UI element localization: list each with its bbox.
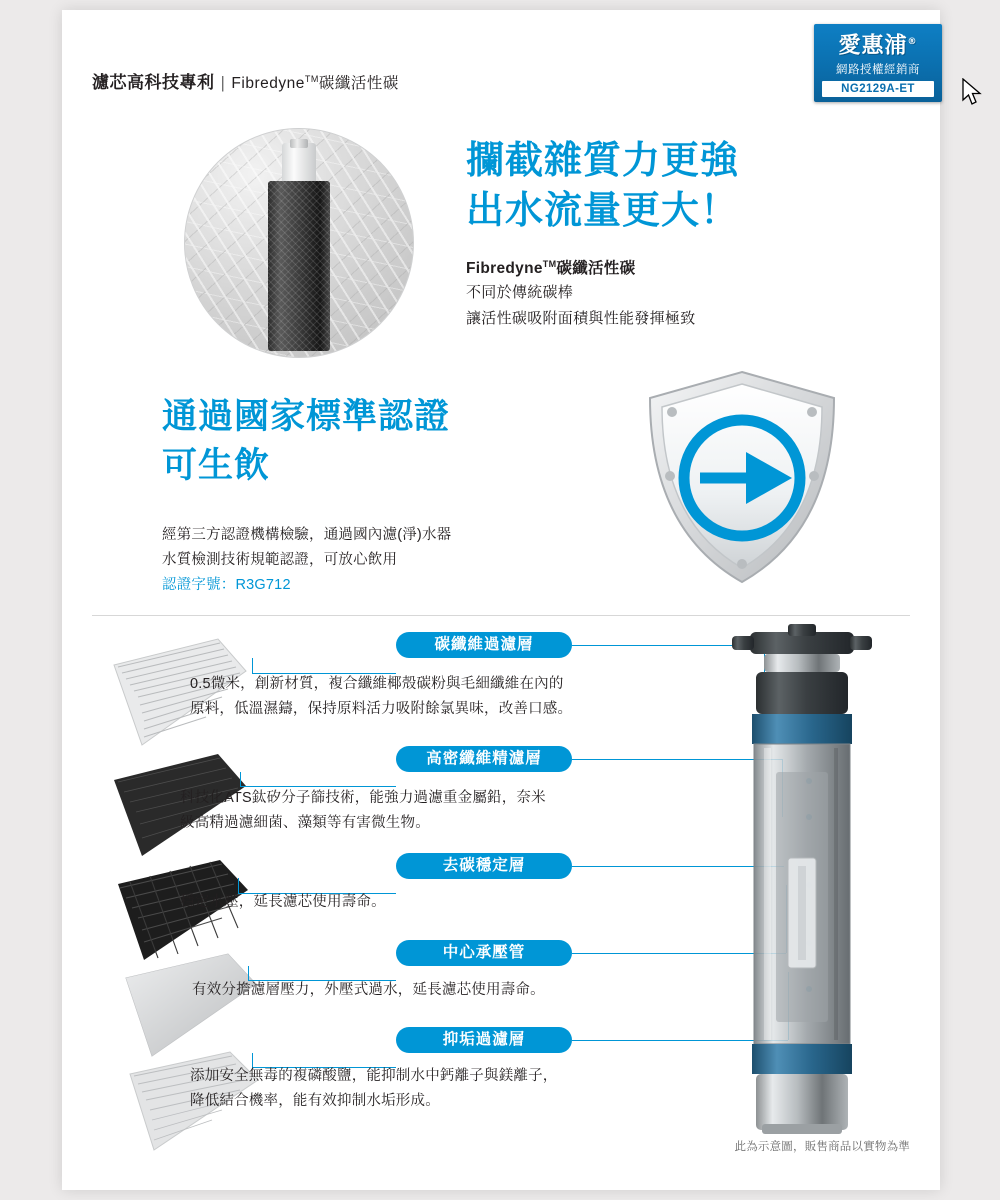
- cartridge-body: [268, 181, 330, 351]
- certification-title-line2: 可生飲: [162, 446, 271, 485]
- layer-label-5: 抑垢過濾層: [396, 1027, 572, 1053]
- disclaimer-footnote: 此為示意圖，販售商品以實物為準: [734, 1141, 910, 1153]
- layer-text-3: 穩定水壓，延長濾芯使用壽命。: [180, 894, 386, 910]
- carbon-block-cartridge-image: [268, 137, 330, 352]
- layer-label-1: 碳纖維過濾層: [396, 632, 572, 658]
- badge-subtitle: 網路授權經銷商: [836, 64, 920, 77]
- header-separator: |: [220, 73, 226, 92]
- hero-headline-line1: 攔截雜質力更強: [466, 140, 740, 182]
- filter-housing-illustration: [702, 622, 902, 1142]
- page-header: [92, 68, 399, 93]
- hero-subtitle: Fibredyne™碳纖活性碳: [466, 258, 636, 277]
- hero-headline-line2: 出水流量更大！: [466, 190, 740, 232]
- layer-label-3: 去碳穩定層: [396, 853, 572, 879]
- authorized-dealer-badge: [814, 24, 942, 102]
- layer-text-5: 添加安全無毒的複磷酸鹽，能抑制水中鈣離子與鎂離子， 降低結合機率，能有效抑制水垢形成。: [190, 1068, 558, 1109]
- header-subtitle: Fibredyne™碳纖活性碳: [231, 73, 399, 92]
- hero-description: [466, 280, 696, 332]
- certification-title-line1: 通過國家標準認證: [162, 397, 451, 436]
- hero-desc-line1: 不同於傳統碳棒: [466, 284, 574, 301]
- certification-body-line1: 經第三方認證機構檢驗，通過國內濾(淨)水器: [162, 527, 452, 543]
- badge-code: NG2129A-ET: [822, 81, 934, 97]
- header-title: 濾芯高科技專利: [92, 73, 215, 92]
- certification-body-line2: 水質檢測技術規範認證，可放心飲用: [162, 552, 398, 568]
- layer-text-2: 科技化ATS鈦矽分子篩技術，能強力過濾重金屬鉛，奈米 級高精過濾細菌、藻類等有害微生物。: [180, 790, 546, 831]
- product-info-page: [62, 10, 940, 1190]
- certification-number: 認證字號：R3G712: [162, 577, 291, 593]
- fibredyne-micrograph-photo: [184, 128, 414, 358]
- leader-tick-2: [240, 772, 241, 787]
- hero-desc-line2: 讓活性碳吸附面積與性能發揮極致: [466, 310, 696, 327]
- layer-label-4: 中心承壓管: [396, 940, 572, 966]
- section-divider: [92, 615, 910, 616]
- layer-label-2: 高密纖維精濾層: [396, 746, 572, 772]
- layer-text-1: 0.5微米，創新材質，複合纖維椰殼碳粉與毛細纖維在內的 原料，低溫濕鑄，保持原料活力吸附餘氯異味，改善口感。: [190, 676, 573, 717]
- certification-shield-icon: [642, 368, 842, 586]
- layer-text-4: 有效分擔濾層壓力，外壓式過水，延長濾芯使用壽命。: [192, 982, 545, 998]
- certification-title: [162, 392, 450, 490]
- badge-brand: 愛惠浦®: [838, 33, 918, 59]
- hero-headline: [466, 136, 739, 236]
- certification-body: [162, 523, 451, 598]
